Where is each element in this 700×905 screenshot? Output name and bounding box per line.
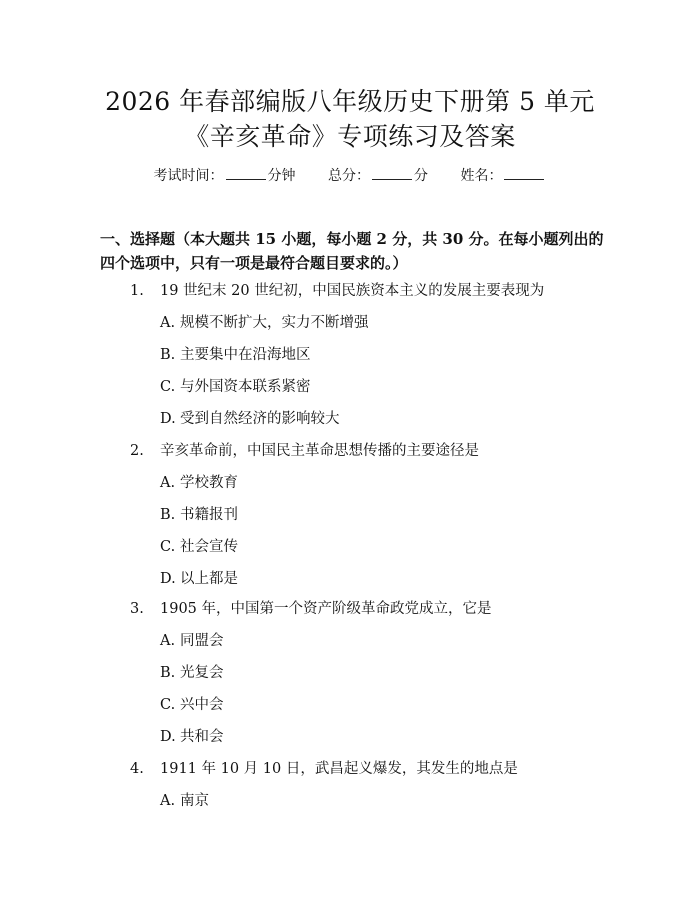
question-number: 4.: [130, 761, 144, 777]
exam-info-row: [0, 166, 700, 186]
option-letter: D.: [160, 411, 176, 427]
question-text: 1905 年，中国第一个资产阶级革命政党成立，它是: [160, 601, 492, 617]
option-text: 同盟会: [180, 633, 224, 649]
section-heading-multiple-choice: 一、选择题（本大题共 15 小题，每小题 2 分，共 30 分。在每小题列出的四个选项中，只有一项是最符合题目要求的。）: [100, 230, 604, 272]
option-letter: C.: [160, 379, 176, 395]
option-text: 兴中会: [180, 697, 224, 713]
option-letter: A.: [160, 633, 176, 649]
exam-time-label: 考试时间：: [153, 168, 224, 184]
exam-time-blank: [226, 166, 266, 180]
option-letter: C.: [160, 697, 176, 713]
option-letter: B.: [160, 347, 176, 363]
exam-time-field: [154, 168, 300, 184]
option-letter: B.: [160, 665, 176, 681]
question-number: 2.: [130, 443, 144, 459]
option-text: 与外国资本联系紧密: [180, 379, 311, 395]
total-score-unit: 分: [414, 168, 428, 184]
option-letter: D.: [160, 729, 176, 745]
question-text: 1911 年 10 月 10 日，武昌起义爆发，其发生的地点是: [160, 761, 518, 777]
question-number: 1.: [130, 283, 144, 299]
option-text: 共和会: [180, 729, 224, 745]
option-letter: C.: [160, 539, 176, 555]
total-score-blank: [372, 166, 412, 180]
option-letter: B.: [160, 507, 176, 523]
option-text: 主要集中在沿海地区: [180, 347, 311, 363]
option-text: 受到自然经济的影响较大: [180, 411, 340, 427]
option-letter: A.: [160, 315, 176, 331]
question-text: 19 世纪末 20 世纪初，中国民族资本主义的发展主要表现为: [160, 283, 545, 299]
option-letter: D.: [160, 571, 176, 587]
option-text: 书籍报刊: [180, 507, 238, 523]
exam-time-unit: 分钟: [267, 168, 296, 184]
student-name-blank: [504, 166, 544, 180]
option-text: 以上都是: [180, 571, 238, 587]
option-text: 南京: [180, 793, 209, 809]
option-letter: A.: [160, 793, 176, 809]
question-text: 辛亥革命前，中国民主革命思想传播的主要途径是: [160, 443, 479, 459]
total-score-field: [328, 168, 432, 184]
document-title-line-1: 2026 年春部编版八年级历史下册第 5 单元: [105, 87, 595, 116]
option-text: 光复会: [180, 665, 224, 681]
total-score-label: 总分：: [328, 168, 370, 184]
option-letter: A.: [160, 475, 176, 491]
option-text: 社会宣传: [180, 539, 238, 555]
student-name-label: 姓名：: [460, 168, 503, 184]
option-text: 规模不断扩大，实力不断增强: [180, 315, 369, 331]
option-text: 学校教育: [180, 475, 238, 491]
question-number: 3.: [130, 601, 144, 617]
student-name-field: [460, 168, 546, 184]
document-title-line-2: 《辛亥革命》专项练习及答案: [184, 122, 516, 151]
